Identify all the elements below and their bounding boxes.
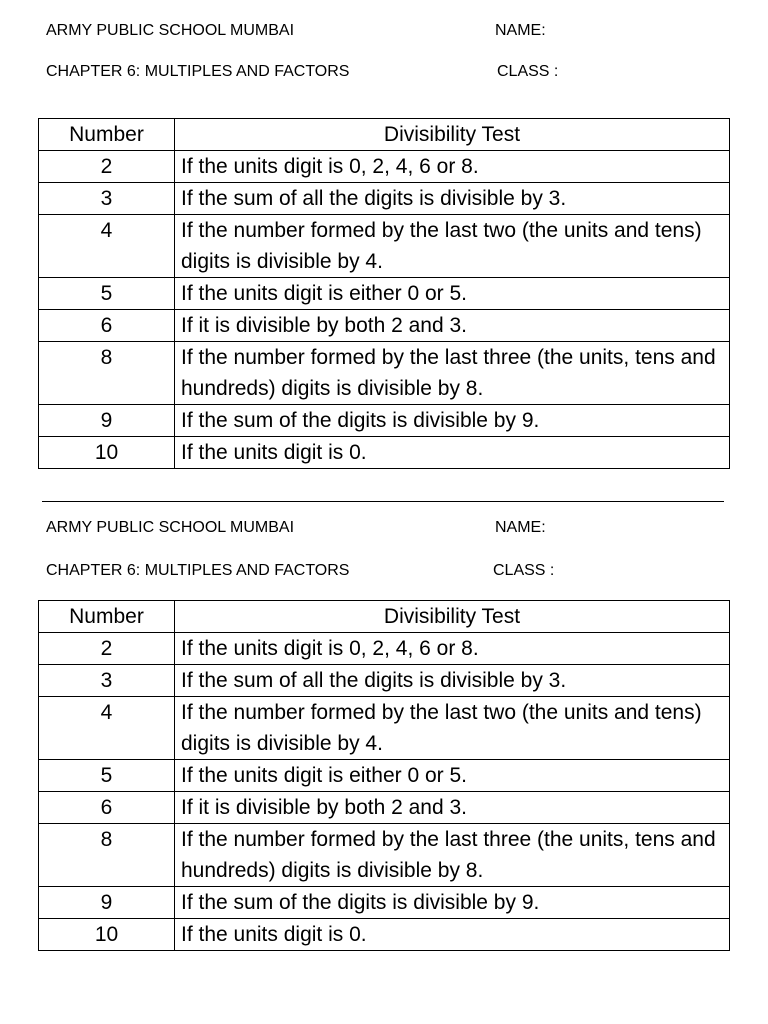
row-test: If it is divisible by both 2 and 3. [175, 792, 730, 824]
table-row [39, 183, 730, 215]
divisibility-table [38, 600, 730, 951]
row-number: 8 [39, 342, 175, 405]
name-label: NAME: [495, 22, 546, 39]
column-header-test: Divisibility Test [175, 119, 730, 151]
row-test: If the units digit is 0. [175, 437, 730, 469]
table-row [39, 697, 730, 760]
row-number: 4 [39, 697, 175, 760]
table-row [39, 665, 730, 697]
row-test: If the number formed by the last three (the units, tens and hundreds) digits is divisible by 8. [175, 342, 730, 405]
row-number: 5 [39, 760, 175, 792]
column-header-number: Number [39, 601, 175, 633]
chapter-title: CHAPTER 6: MULTIPLES AND FACTORS [46, 63, 350, 80]
divisibility-table [38, 118, 730, 469]
row-test: If the sum of all the digits is divisible by 3. [175, 665, 730, 697]
table-header-row [39, 601, 730, 633]
row-test: If the number formed by the last two (the units and tens) digits is divisible by 4. [175, 215, 730, 278]
table-row [39, 887, 730, 919]
row-number: 9 [39, 405, 175, 437]
table-row [39, 342, 730, 405]
row-test: If the units digit is either 0 or 5. [175, 760, 730, 792]
row-test: If the units digit is 0. [175, 919, 730, 951]
row-number: 6 [39, 792, 175, 824]
table-row [39, 405, 730, 437]
row-number: 3 [39, 183, 175, 215]
table-row [39, 760, 730, 792]
row-number: 3 [39, 665, 175, 697]
row-number: 5 [39, 278, 175, 310]
table-row [39, 633, 730, 665]
row-test: If the sum of the digits is divisible by 9. [175, 887, 730, 919]
name-label: NAME: [495, 519, 546, 536]
row-number: 2 [39, 151, 175, 183]
row-test: If the units digit is either 0 or 5. [175, 278, 730, 310]
row-number: 4 [39, 215, 175, 278]
table-row [39, 824, 730, 887]
row-test: If the units digit is 0, 2, 4, 6 or 8. [175, 633, 730, 665]
table-row [39, 792, 730, 824]
column-header-test: Divisibility Test [175, 601, 730, 633]
row-number: 10 [39, 919, 175, 951]
table-row [39, 919, 730, 951]
row-number: 9 [39, 887, 175, 919]
table-row [39, 215, 730, 278]
table-row [39, 278, 730, 310]
cut-line-divider [42, 501, 724, 502]
row-number: 6 [39, 310, 175, 342]
chapter-title: CHAPTER 6: MULTIPLES AND FACTORS [46, 562, 350, 579]
row-test: If the number formed by the last two (the units and tens) digits is divisible by 4. [175, 697, 730, 760]
table-row [39, 151, 730, 183]
row-test: If the sum of all the digits is divisible by 3. [175, 183, 730, 215]
row-number: 8 [39, 824, 175, 887]
school-name: ARMY PUBLIC SCHOOL MUMBAI [46, 519, 295, 536]
table-header-row [39, 119, 730, 151]
row-test: If the units digit is 0, 2, 4, 6 or 8. [175, 151, 730, 183]
class-label: CLASS : [497, 63, 559, 80]
row-number: 10 [39, 437, 175, 469]
row-test: If it is divisible by both 2 and 3. [175, 310, 730, 342]
column-header-number: Number [39, 119, 175, 151]
row-test: If the number formed by the last three (the units, tens and hundreds) digits is divisible by 8. [175, 824, 730, 887]
class-label: CLASS : [493, 562, 555, 579]
table-row [39, 310, 730, 342]
table-row [39, 437, 730, 469]
school-name: ARMY PUBLIC SCHOOL MUMBAI [46, 22, 295, 39]
row-number: 2 [39, 633, 175, 665]
row-test: If the sum of the digits is divisible by 9. [175, 405, 730, 437]
